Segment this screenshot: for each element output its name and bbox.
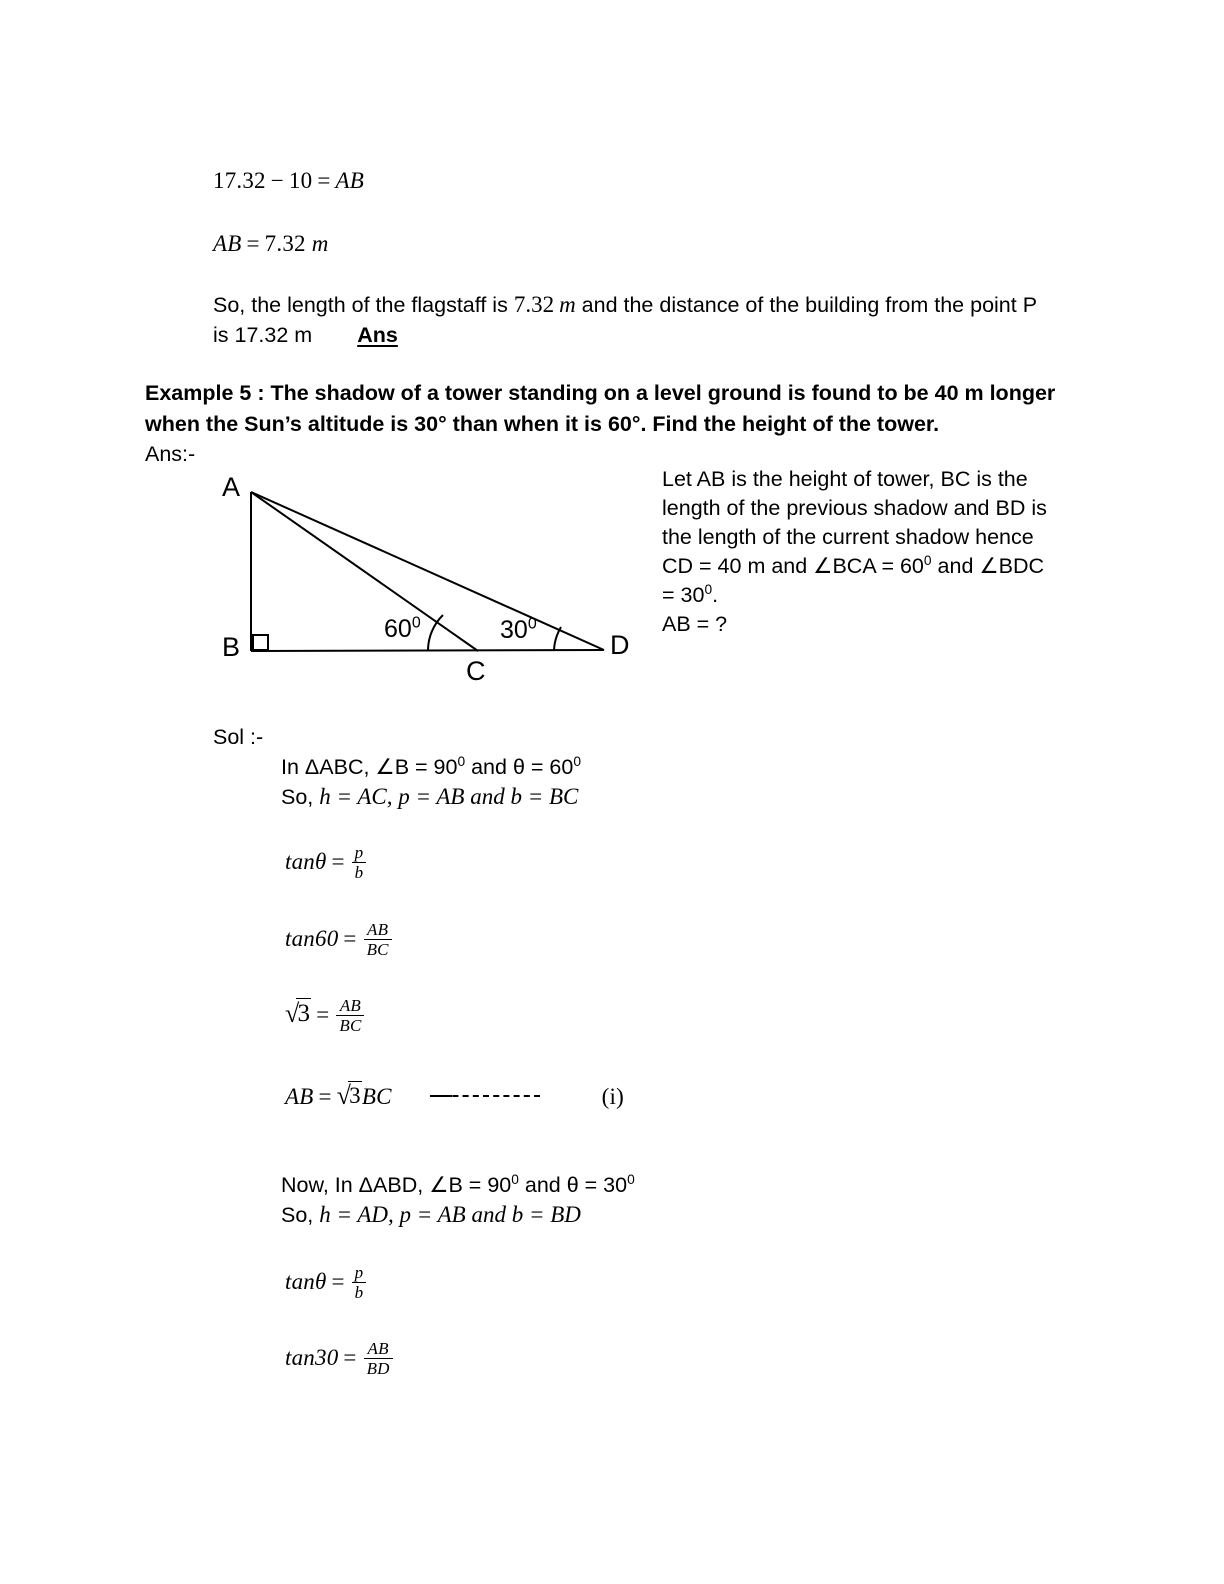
ans-label: Ans [357, 323, 398, 347]
right-angle-marker-b [253, 635, 268, 650]
degree-superscript: 0 [511, 1171, 519, 1187]
conclusion-distance: is 17.32 m [213, 323, 313, 347]
hpb-assignment-abc: h = AC, p = AB and b = BC [319, 784, 579, 809]
given-line-4 [662, 551, 1044, 581]
tan-theta-lhs: tanθ [285, 848, 327, 874]
angle-value-30: 30 [500, 616, 528, 644]
fraction-denominator: BC [339, 1016, 362, 1035]
given-angle-value: = 30 [662, 583, 705, 607]
segment-ad-hypotenuse [251, 492, 604, 650]
equation-ab-subtraction [213, 168, 364, 194]
given-question-ab: AB = ? [662, 612, 728, 636]
given-and: and [931, 554, 980, 578]
tan30-lhs: tan30 [285, 1344, 339, 1370]
so-label: So, [281, 1203, 320, 1227]
triangle-abc-conditions [281, 752, 581, 782]
degree-superscript: 0 [923, 552, 932, 568]
fraction-p-over-b [352, 844, 367, 881]
fraction-denominator: BC [366, 940, 389, 959]
degree-superscript: 0 [627, 1171, 635, 1187]
theta-value: and θ = 30 [518, 1173, 628, 1197]
fraction-denominator: b [354, 863, 364, 882]
radical-sqrt-3 [337, 1081, 362, 1111]
triangle-abd-conditions [281, 1170, 635, 1200]
equals-operator: = [318, 1084, 332, 1109]
angle-b-value: B = 90 [394, 755, 458, 779]
term-ab: AB [285, 1084, 314, 1109]
term-ab: AB [335, 168, 364, 193]
given-period: . [712, 583, 719, 607]
degree-superscript: 0 [411, 614, 421, 632]
fraction-ab-over-bc [364, 921, 392, 958]
degree-superscript: 0 [573, 753, 581, 769]
angle-symbol: ∠ [813, 554, 833, 578]
equals-operator: = [316, 1001, 330, 1027]
unit-meter: m [311, 231, 329, 256]
given-line-3: the length of the current shadow hence [662, 525, 1034, 549]
equation-i-ab-equals-sqrt3-bc [285, 1081, 624, 1111]
vertex-label-d: D [610, 630, 630, 660]
angle-value-60: 60 [384, 615, 412, 643]
angle-arc-d [554, 627, 561, 650]
equation-tan30 [285, 1341, 395, 1378]
fraction-numerator: AB [364, 1340, 393, 1359]
equation-ab-result [213, 231, 329, 257]
equation-sqrt3-equals-ab-bc [285, 998, 366, 1035]
triangle-abc-assignments [281, 782, 578, 812]
so-label: So, [281, 785, 320, 809]
given-line-1: Let AB is the height of tower, BC is the [662, 467, 1028, 491]
equals-operator: = [317, 168, 331, 193]
angle-b-value: B = 90 [448, 1173, 512, 1197]
value-17-32: 17.32 [213, 168, 266, 193]
given-cd-value: CD = 40 m and [662, 554, 814, 578]
angle-label-30 [500, 615, 537, 644]
radical-sign: √ [285, 998, 300, 1028]
value-10: 10 [288, 168, 313, 193]
triangle-abd-assignments [281, 1200, 581, 1230]
in-triangle-abd: Now, In ΔABD, [281, 1173, 430, 1197]
solution-label: Sol :- [213, 725, 264, 749]
vertex-label-b: B [222, 632, 241, 662]
fraction-numerator: AB [364, 921, 392, 940]
flagstaff-conclusion-line2 [213, 320, 398, 350]
conclusion-unit: m [559, 292, 576, 317]
equation-tan-theta-2 [285, 1265, 368, 1302]
tower-shadow-svg [200, 460, 650, 690]
fraction-ab-over-bd [364, 1340, 393, 1377]
example-heading-line2: when the Sun’s altitude is 30° than when it is 60°. Find the height of the tower. [145, 412, 940, 436]
conclusion-value: 7.32 [513, 292, 555, 317]
equals-operator: = [343, 1344, 357, 1370]
given-angle-bdc: BDC [998, 554, 1045, 578]
minus-operator: − [270, 168, 284, 193]
fraction-numerator: AB [336, 997, 364, 1016]
angle-symbol: ∠ [375, 755, 395, 779]
equation-dash-rule [432, 1095, 540, 1097]
theta-value: and θ = 60 [465, 755, 574, 779]
fraction-denominator: b [354, 1283, 364, 1302]
equation-reference-i: (i) [601, 1084, 624, 1109]
term-bc: BC [361, 1084, 392, 1109]
fraction-numerator: p [352, 1264, 367, 1283]
fraction-numerator: p [352, 844, 367, 863]
vertex-label-c: C [466, 656, 486, 686]
given-line-2: length of the previous shadow and BD is [662, 496, 1047, 520]
degree-superscript: 0 [527, 615, 537, 633]
radicand-3: 3 [297, 999, 311, 1027]
equals-operator: = [331, 1268, 345, 1294]
tower-shadow-diagram [200, 460, 650, 690]
example-heading-line1: Example 5 : The shadow of a tower standing on a level ground is found to be 40 m longer [145, 381, 1056, 405]
given-line-5 [662, 580, 718, 610]
radical-sqrt-3 [285, 999, 311, 1029]
hpb-assignment-abd: h = AD, p = AB and b = BD [319, 1202, 581, 1227]
fraction-ab-over-bc [336, 997, 364, 1034]
equals-operator: = [343, 925, 357, 951]
tan60-lhs: tan60 [285, 925, 339, 951]
equation-tan-theta-1 [285, 845, 368, 882]
segment-ac-hypotenuse [251, 492, 478, 651]
value-7-32: 7.32 [264, 231, 306, 256]
term-ab: AB [213, 231, 242, 256]
tan-theta-lhs: tanθ [285, 1268, 327, 1294]
angle-symbol: ∠ [979, 554, 999, 578]
flagstaff-conclusion-line1 [213, 290, 1037, 320]
equals-operator: = [246, 231, 260, 256]
conclusion-text-part2: and the distance of the building from the point P [575, 293, 1038, 317]
in-triangle-abc: In ΔABC, [281, 755, 376, 779]
angle-label-60 [384, 614, 421, 643]
equation-tan60 [285, 922, 394, 959]
radicand-3: 3 [349, 1083, 361, 1108]
radical-sign: √ [336, 1081, 352, 1110]
conclusion-text-part1: So, the length of the flagstaff is [213, 293, 514, 317]
fraction-p-over-b [352, 1264, 367, 1301]
fraction-denominator: BD [366, 1359, 390, 1378]
vertex-label-a: A [222, 472, 241, 502]
equals-operator: = [331, 848, 345, 874]
given-angle-bca: BCA = 60 [832, 554, 924, 578]
angle-symbol: ∠ [429, 1173, 449, 1197]
degree-superscript: 0 [457, 753, 466, 769]
degree-superscript: 0 [704, 581, 713, 597]
example-ans-marker: Ans:- [145, 442, 196, 466]
